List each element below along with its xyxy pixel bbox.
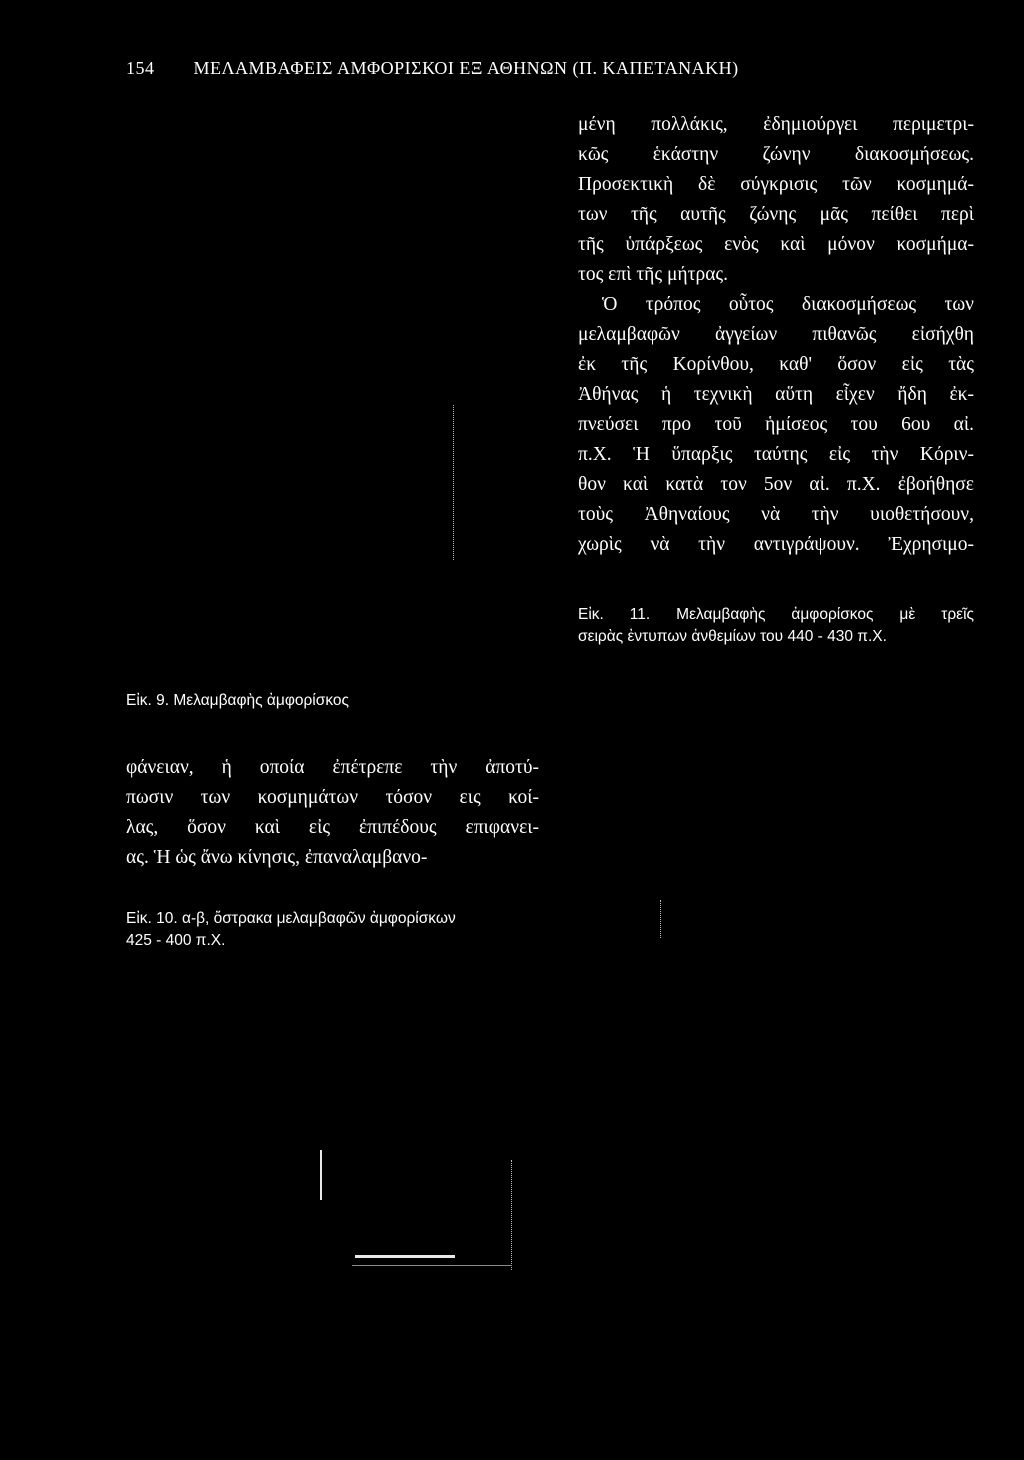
body-text-line: πνεύσει προ τοῦ ἡμίσεος του 6ου αἰ. xyxy=(578,414,974,435)
scan-artifact-dots xyxy=(453,405,455,560)
caption-line: 425 - 400 π.Χ. xyxy=(126,932,226,949)
body-text-line: Ὁ τρόπος οὗτος διακοσμήσεως των xyxy=(602,294,974,315)
left-text-column xyxy=(126,753,539,873)
figure-9-caption: Εἰκ. 9. Μελαμβαφὴς ἀμφορίσκος xyxy=(126,692,349,709)
body-text-line: ἐκ τῆς Κορίνθου, καθ' ὅσον εἰς τὰς xyxy=(578,354,974,375)
figure-10-caption xyxy=(126,908,456,952)
scan-artifact-dots xyxy=(511,1160,513,1270)
body-text-line: π.Χ. Ἡ ὕπαρξις ταύτης εἰς τὴν Κόριν- xyxy=(578,444,974,465)
body-text-line: τος επὶ τῆς μήτρας. xyxy=(578,264,729,285)
scan-artifact-line xyxy=(355,1255,455,1258)
running-header xyxy=(126,58,739,79)
right-text-column xyxy=(578,110,974,560)
caption-line: Εἰκ. 11. Μελαμβαφὴς ἀμφορίσκος μὲ τρεῖς xyxy=(578,606,974,623)
body-text-line: κῶς ἑκάστην ζώνην διακοσμήσεως. xyxy=(578,144,974,165)
figure-11-caption xyxy=(578,604,974,648)
body-text-line: τῆς ὑπάρξεως ενὸς καὶ μόνον κοσμήμα- xyxy=(578,234,974,255)
body-text-line: θον καὶ κατὰ τον 5ον αἰ. π.Χ. ἐβοήθησε xyxy=(578,474,974,495)
page-number: 154 xyxy=(126,58,155,78)
body-text-line: μένη πολλάκις, ἐδημιούργει περιμετρι- xyxy=(578,114,974,135)
scan-artifact-line xyxy=(352,1265,512,1266)
body-text-line: Προσεκτικὴ δὲ σύγκρισις τῶν κοσμημά- xyxy=(578,174,974,195)
running-title: ΜΕΛΑΜΒΑΦΕΙΣ ΑΜΦΟΡΙΣΚΟΙ ΕΞ ΑΘΗΝΩΝ (Π. ΚΑΠΕΤΑΝΑΚΗ) xyxy=(193,58,739,78)
scan-artifact-line xyxy=(320,1150,322,1200)
body-text-line: των τῆς αυτῆς ζώνης μᾶς πείθει περὶ xyxy=(578,204,974,225)
body-text-line: λας, ὅσον καὶ εἰς ἐπιπέδους επιφανει- xyxy=(126,817,539,838)
caption-line: Εἰκ. 10. α-β, ὄστρακα μελαμβαφῶν ἀμφορίσκων xyxy=(126,910,456,927)
body-text-line: φάνειαν, ἡ οποία ἐπέτρεπε τὴν ἀποτύ- xyxy=(126,757,539,778)
body-text-line: τοὺς Ἀθηναίους νὰ τὴν υιοθετήσουν, xyxy=(578,504,974,525)
body-text-line: ας. Ἡ ὡς ἄνω κίνησις, ἐπαναλαμβανο- xyxy=(126,847,428,868)
scan-artifact-dots xyxy=(660,900,662,938)
body-text-line: χωρὶς νὰ τὴν αντιγράψουν. Ἐχρησιμο- xyxy=(578,534,974,555)
body-text-line: πωσιν των κοσμημάτων τόσον εις κοί- xyxy=(126,787,539,808)
caption-line: σειρὰς ἐντυπων ἀνθεμίων του 440 - 430 π.Χ. xyxy=(578,628,887,645)
body-text-line: μελαμβαφῶν ἀγγείων πιθανῶς εἰσήχθη xyxy=(578,324,974,345)
body-text-line: Ἀθήνας ἡ τεχνικὴ αὕτη εἶχεν ἤδη ἐκ- xyxy=(578,384,974,405)
